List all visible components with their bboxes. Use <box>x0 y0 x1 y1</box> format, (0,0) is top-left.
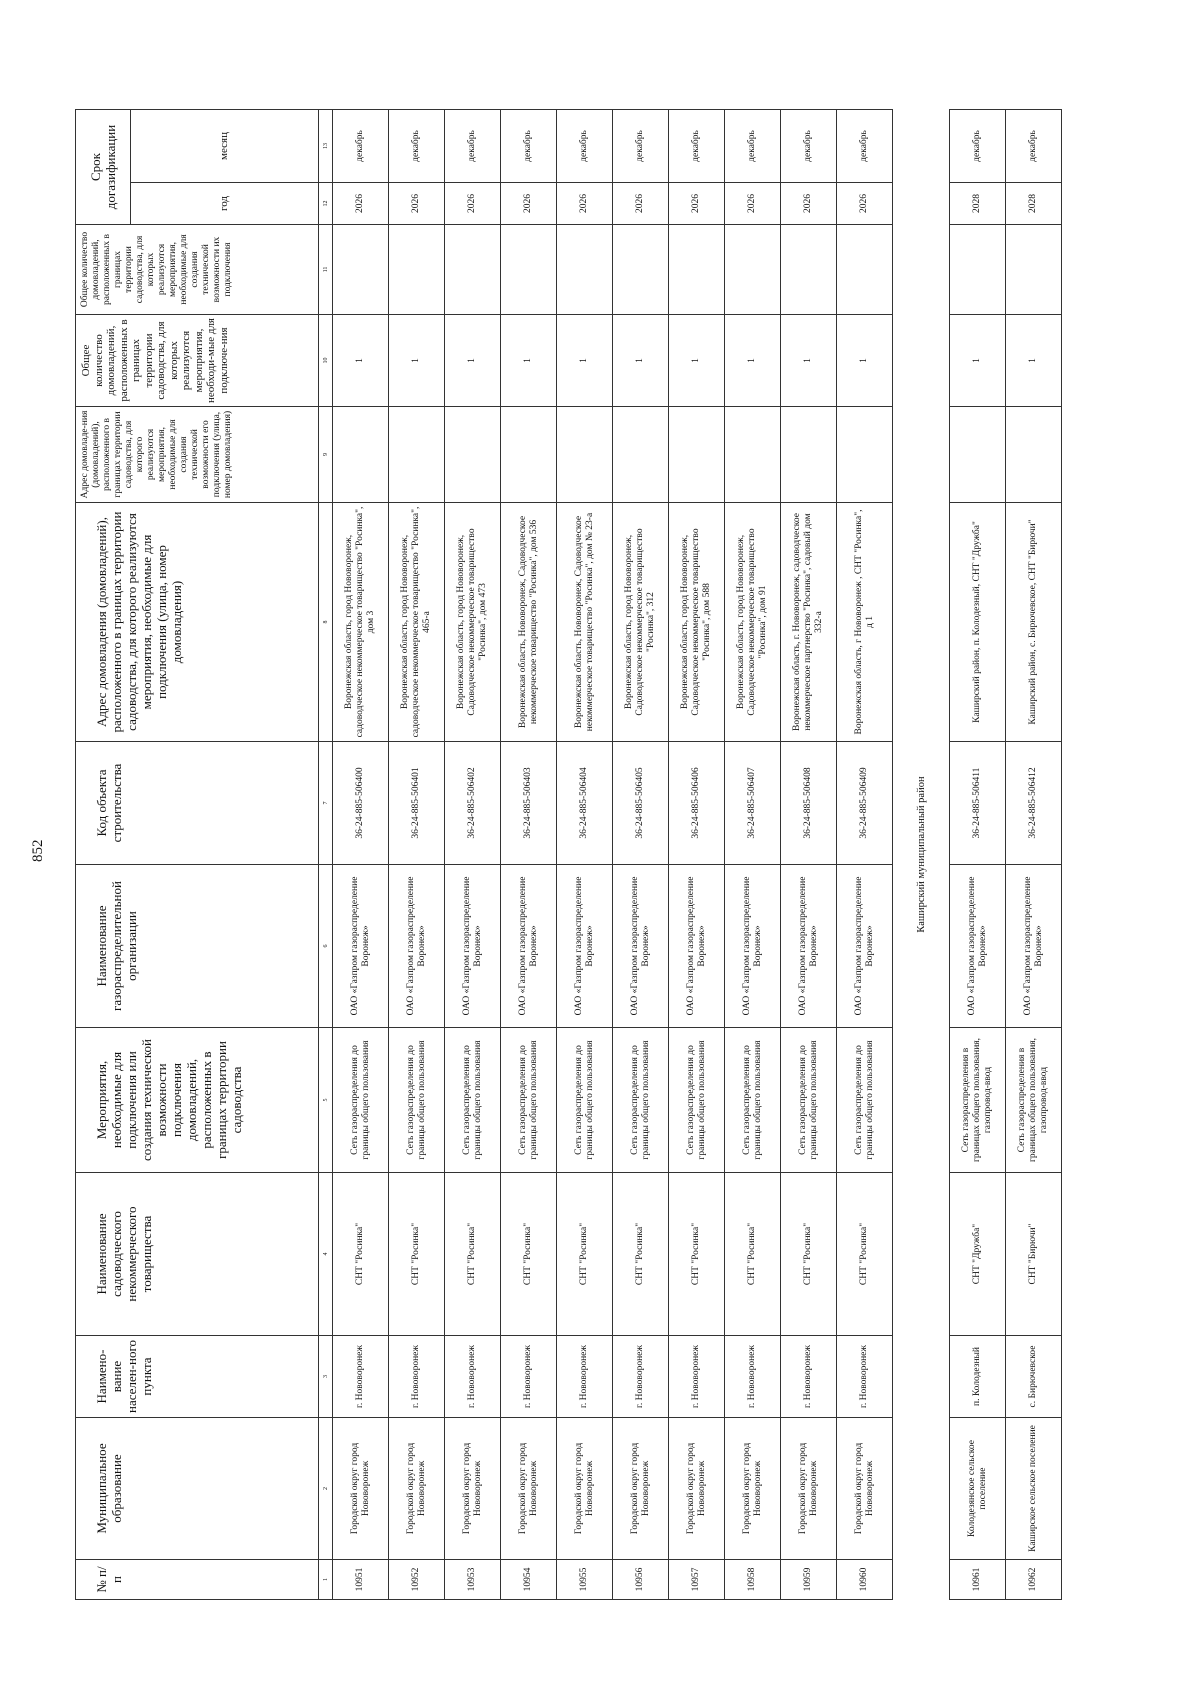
count-capability-cell <box>837 225 893 315</box>
deadline-month-cell: декабрь <box>950 110 1006 183</box>
municipality-cell: Городской округ город Нововоронеж <box>837 1418 893 1560</box>
row-number-cell: 10960 <box>837 1560 893 1600</box>
measures-cell: Сеть газораспределения до границы общего пользования <box>445 1028 501 1173</box>
row-number-cell: 10958 <box>725 1560 781 1600</box>
municipality-cell: Городской округ город Нововоронеж <box>333 1418 389 1560</box>
column-number: 12 <box>319 183 333 225</box>
snt-name-cell: СНТ "Росинка" <box>837 1173 893 1336</box>
deadline-month-cell: декабрь <box>389 110 445 183</box>
column-number: 7 <box>319 742 333 865</box>
address-connection-cell: Воронежская область, город Нововоронеж, Садоводческое некоммерческое товарищество "Росинка", дом 588 <box>669 503 725 742</box>
measures-cell: Сеть газораспределения до границы общего пользования <box>557 1028 613 1173</box>
address-capability-cell <box>1006 407 1062 503</box>
column-number: 1 <box>319 1560 333 1600</box>
address-capability-cell <box>389 407 445 503</box>
table-row <box>389 110 445 1600</box>
count-capability-cell <box>950 225 1006 315</box>
header-deadline: Срок догазификации <box>76 110 131 225</box>
table-row <box>557 110 613 1600</box>
count-capability-cell <box>445 225 501 315</box>
municipality-cell: Городской округ город Нововоронеж <box>669 1418 725 1560</box>
count-connection-cell: 1 <box>501 315 557 407</box>
snt-name-cell: СНТ "Росинка" <box>613 1173 669 1336</box>
count-capability-cell <box>501 225 557 315</box>
header-gas-org: Наименование газораспределительной организации <box>76 865 319 1028</box>
header-object-code: Код объекта строительства <box>76 742 319 865</box>
address-connection-cell: Воронежская область, город Нововоронеж, Садоводческое некоммерческое товарищество "Росинка", дом 473 <box>445 503 501 742</box>
settlement-cell: г. Нововоронеж <box>389 1336 445 1418</box>
settlement-cell: г. Нововоронеж <box>501 1336 557 1418</box>
row-number-cell: 10955 <box>557 1560 613 1600</box>
count-connection-cell: 1 <box>725 315 781 407</box>
deadline-year-cell: 2026 <box>837 183 893 225</box>
object-code-cell: 36-24-885-506409 <box>837 742 893 865</box>
column-number: 2 <box>319 1418 333 1560</box>
column-number: 3 <box>319 1336 333 1418</box>
column-number: 6 <box>319 865 333 1028</box>
count-capability-cell <box>333 225 389 315</box>
count-capability-cell <box>557 225 613 315</box>
object-code-cell: 36-24-885-506402 <box>445 742 501 865</box>
settlement-cell: г. Нововоронеж <box>837 1336 893 1418</box>
count-capability-cell <box>1006 225 1062 315</box>
row-number-cell: 10951 <box>333 1560 389 1600</box>
address-connection-cell: Каширский район, с. Бирючевское, СНТ "Бирючи" <box>1006 503 1062 742</box>
gasification-table <box>75 109 1062 1600</box>
table-row <box>669 110 725 1600</box>
count-capability-cell <box>669 225 725 315</box>
deadline-month-cell: декабрь <box>781 110 837 183</box>
deadline-year-cell: 2026 <box>725 183 781 225</box>
count-connection-cell: 1 <box>950 315 1006 407</box>
snt-name-cell: СНТ "Бирючи" <box>1006 1173 1062 1336</box>
column-number: 9 <box>319 407 333 503</box>
column-number-row <box>319 110 333 1600</box>
municipality-cell: Колодезянское сельское поселение <box>950 1418 1006 1560</box>
object-code-cell: 36-24-885-506411 <box>950 742 1006 865</box>
header-year: год <box>131 183 319 225</box>
deadline-year-cell: 2026 <box>333 183 389 225</box>
address-capability-cell <box>333 407 389 503</box>
snt-name-cell: СНТ "Росинка" <box>333 1173 389 1336</box>
row-number-cell: 10959 <box>781 1560 837 1600</box>
municipality-cell: Городской округ город Нововоронеж <box>557 1418 613 1560</box>
deadline-month-cell: декабрь <box>557 110 613 183</box>
section-title: Каширский муниципальный район <box>893 110 950 1600</box>
measures-cell: Сеть газораспределения в границах общего пользования, газопровод-ввод <box>1006 1028 1062 1173</box>
row-number-cell: 10961 <box>950 1560 1006 1600</box>
address-connection-cell: Воронежская область, Нововоронеж, Садоводческое некоммерческое товарищество "Росинка", дом № 23-а <box>557 503 613 742</box>
gas-org-cell: ОАО «Газпром газораспределение Воронеж» <box>613 865 669 1028</box>
address-connection-cell: Воронежская область, город Нововоронеж, садоводческое некоммерческое товарищество "Росинка", 465-а <box>389 503 445 742</box>
gas-org-cell: ОАО «Газпром газораспределение Воронеж» <box>1006 865 1062 1028</box>
snt-name-cell: СНТ "Росинка" <box>389 1173 445 1336</box>
settlement-cell: г. Нововоронеж <box>725 1336 781 1418</box>
object-code-cell: 36-24-885-506400 <box>333 742 389 865</box>
measures-cell: Сеть газораспределения до границы общего пользования <box>781 1028 837 1173</box>
row-number-cell: 10954 <box>501 1560 557 1600</box>
section-row <box>893 110 950 1600</box>
table-row <box>781 110 837 1600</box>
header-municipality: Муниципальное образование <box>76 1418 319 1560</box>
deadline-year-cell: 2026 <box>669 183 725 225</box>
measures-cell: Сеть газораспределения до границы общего пользования <box>613 1028 669 1173</box>
column-number: 4 <box>319 1173 333 1336</box>
header-month: месяц <box>131 110 319 183</box>
address-connection-cell: Воронежская область, город Нововоронеж, садоводческое некоммерческое товарищество "Росинка", дом 3 <box>333 503 389 742</box>
settlement-cell: п. Колодезный <box>950 1336 1006 1418</box>
table-row <box>333 110 389 1600</box>
gas-org-cell: ОАО «Газпром газораспределение Воронеж» <box>781 865 837 1028</box>
header-address-connection: Адрес домовладения (домовладений), расположенного в границах территории садоводства, для которого реализуются мероприятия, необходимые для подключения (улица, номер домовладения) <box>76 503 319 742</box>
deadline-year-cell: 2026 <box>613 183 669 225</box>
table-row <box>725 110 781 1600</box>
row-number-cell: 10953 <box>445 1560 501 1600</box>
count-connection-cell: 1 <box>1006 315 1062 407</box>
snt-name-cell: СНТ "Росинка" <box>781 1173 837 1336</box>
object-code-cell: 36-24-885-506404 <box>557 742 613 865</box>
address-capability-cell <box>950 407 1006 503</box>
snt-name-cell: СНТ "Росинка" <box>501 1173 557 1336</box>
header-count-connection: Общее количество домовладений, расположенных в границах территории садоводства, для которых реализуются мероприятия, необходи-мые для подключе-ния <box>76 315 319 407</box>
measures-cell: Сеть газораспределения до границы общего пользования <box>837 1028 893 1173</box>
count-capability-cell <box>781 225 837 315</box>
municipality-cell: Городской округ город Нововоронеж <box>501 1418 557 1560</box>
object-code-cell: 36-24-885-506408 <box>781 742 837 865</box>
gasification-table-sheet <box>75 110 1070 1600</box>
header-count-capability: Общее количество домовладений, расположенных в границах территории садоводства, для которых реализуются мероприятия, необходимые для создания технической возможности их подключения <box>76 225 319 315</box>
gas-org-cell: ОАО «Газпром газораспределение Воронеж» <box>557 865 613 1028</box>
count-connection-cell: 1 <box>837 315 893 407</box>
measures-cell: Сеть газораспределения в границах общего пользования, газопровод-ввод <box>950 1028 1006 1173</box>
column-number: 5 <box>319 1028 333 1173</box>
deadline-month-cell: декабрь <box>1006 110 1062 183</box>
gas-org-cell: ОАО «Газпром газораспределение Воронеж» <box>389 865 445 1028</box>
column-number: 10 <box>319 315 333 407</box>
gas-org-cell: ОАО «Газпром газораспределение Воронеж» <box>950 865 1006 1028</box>
count-connection-cell: 1 <box>557 315 613 407</box>
count-connection-cell: 1 <box>669 315 725 407</box>
address-capability-cell <box>557 407 613 503</box>
deadline-year-cell: 2028 <box>1006 183 1062 225</box>
header-measures: Мероприятия, необходимые для подключения или создания технической возможности подключения домовладений, расположенных в границах территории садоводства <box>76 1028 319 1173</box>
deadline-month-cell: декабрь <box>333 110 389 183</box>
gas-org-cell: ОАО «Газпром газораспределение Воронеж» <box>669 865 725 1028</box>
settlement-cell: г. Нововоронеж <box>669 1336 725 1418</box>
page-number: 852 <box>30 839 46 862</box>
municipality-cell: Городской округ город Нововоронеж <box>725 1418 781 1560</box>
object-code-cell: 36-24-885-506407 <box>725 742 781 865</box>
column-number: 11 <box>319 225 333 315</box>
table-row <box>1006 110 1062 1600</box>
measures-cell: Сеть газораспределения до границы общего пользования <box>333 1028 389 1173</box>
row-number-cell: 10957 <box>669 1560 725 1600</box>
address-capability-cell <box>781 407 837 503</box>
settlement-cell: г. Нововоронеж <box>557 1336 613 1418</box>
deadline-year-cell: 2028 <box>950 183 1006 225</box>
measures-cell: Сеть газораспределения до границы общего пользования <box>389 1028 445 1173</box>
address-connection-cell: Воронежская область, Нововоронеж, Садоводческое некоммерческое товарищество "Росинка", дом 536 <box>501 503 557 742</box>
count-capability-cell <box>725 225 781 315</box>
table-row <box>501 110 557 1600</box>
address-connection-cell: Каширский район, п. Колодезный, СНТ "Дружба" <box>950 503 1006 742</box>
settlement-cell: с. Бирючевское <box>1006 1336 1062 1418</box>
column-number: 8 <box>319 503 333 742</box>
address-capability-cell <box>613 407 669 503</box>
deadline-year-cell: 2026 <box>557 183 613 225</box>
settlement-cell: г. Нововоронеж <box>333 1336 389 1418</box>
deadline-year-cell: 2026 <box>501 183 557 225</box>
snt-name-cell: СНТ "Росинка" <box>557 1173 613 1336</box>
object-code-cell: 36-24-885-506412 <box>1006 742 1062 865</box>
municipality-cell: Городской округ город Нововоронеж <box>613 1418 669 1560</box>
count-connection-cell: 1 <box>333 315 389 407</box>
municipality-cell: Каширское сельское поселение <box>1006 1418 1062 1560</box>
count-capability-cell <box>389 225 445 315</box>
column-number: 13 <box>319 110 333 183</box>
deadline-year-cell: 2026 <box>445 183 501 225</box>
object-code-cell: 36-24-885-506405 <box>613 742 669 865</box>
table-row <box>837 110 893 1600</box>
deadline-month-cell: декабрь <box>725 110 781 183</box>
settlement-cell: г. Нововоронеж <box>445 1336 501 1418</box>
header-settlement: Наимено-вание населен-ного пункта <box>76 1336 319 1418</box>
header-snt-name: Наименование садоводческого некоммерческого товарищества <box>76 1173 319 1336</box>
row-number-cell: 10962 <box>1006 1560 1062 1600</box>
header-number: № п/п <box>76 1560 319 1600</box>
count-connection-cell: 1 <box>445 315 501 407</box>
row-number-cell: 10952 <box>389 1560 445 1600</box>
gas-org-cell: ОАО «Газпром газораспределение Воронеж» <box>445 865 501 1028</box>
gas-org-cell: ОАО «Газпром газораспределение Воронеж» <box>725 865 781 1028</box>
gas-org-cell: ОАО «Газпром газораспределение Воронеж» <box>333 865 389 1028</box>
address-capability-cell <box>725 407 781 503</box>
address-capability-cell <box>445 407 501 503</box>
municipality-cell: Городской округ город Нововоронеж <box>389 1418 445 1560</box>
count-connection-cell: 1 <box>389 315 445 407</box>
snt-name-cell: СНТ "Росинка" <box>725 1173 781 1336</box>
deadline-month-cell: декабрь <box>501 110 557 183</box>
deadline-year-cell: 2026 <box>389 183 445 225</box>
municipality-cell: Городской округ город Нововоронеж <box>445 1418 501 1560</box>
row-number-cell: 10956 <box>613 1560 669 1600</box>
snt-name-cell: СНТ "Дружба" <box>950 1173 1006 1336</box>
table-row <box>613 110 669 1600</box>
header-address-capability: Адрес домовладе-ния (домовладений), расположенного в границах территории садоводства, для которого реализуются мероприятия, необходимые для создания технической возможности его подключения (улица, номер домовладения) <box>76 407 319 503</box>
measures-cell: Сеть газораспределения до границы общего пользования <box>725 1028 781 1173</box>
settlement-cell: г. Нововоронеж <box>613 1336 669 1418</box>
municipality-cell: Городской округ город Нововоронеж <box>781 1418 837 1560</box>
measures-cell: Сеть газораспределения до границы общего пользования <box>501 1028 557 1173</box>
deadline-month-cell: декабрь <box>669 110 725 183</box>
address-connection-cell: Воронежская область, г. Нововоронеж, садоводческое некоммерческое партнерство "Росинка", садовый дом 332-а <box>781 503 837 742</box>
gas-org-cell: ОАО «Газпром газораспределение Воронеж» <box>837 865 893 1028</box>
object-code-cell: 36-24-885-506406 <box>669 742 725 865</box>
object-code-cell: 36-24-885-506403 <box>501 742 557 865</box>
table-body <box>319 110 1062 1600</box>
address-capability-cell <box>837 407 893 503</box>
address-connection-cell: Воронежская область, город Нововоронеж, Садоводческое некоммерческое товарищество "Росинка", дом 91 <box>725 503 781 742</box>
snt-name-cell: СНТ "Росинка" <box>669 1173 725 1336</box>
object-code-cell: 36-24-885-506401 <box>389 742 445 865</box>
deadline-month-cell: декабрь <box>445 110 501 183</box>
gas-org-cell: ОАО «Газпром газораспределение Воронеж» <box>501 865 557 1028</box>
count-capability-cell <box>613 225 669 315</box>
address-capability-cell <box>501 407 557 503</box>
address-connection-cell: Воронежская область, г Нововоронеж , СНТ "Росинка", д 1 <box>837 503 893 742</box>
address-capability-cell <box>669 407 725 503</box>
count-connection-cell: 1 <box>781 315 837 407</box>
table-row <box>950 110 1006 1600</box>
deadline-month-cell: декабрь <box>837 110 893 183</box>
settlement-cell: г. Нововоронеж <box>781 1336 837 1418</box>
deadline-month-cell: декабрь <box>613 110 669 183</box>
snt-name-cell: СНТ "Росинка" <box>445 1173 501 1336</box>
measures-cell: Сеть газораспределения до границы общего пользования <box>669 1028 725 1173</box>
address-connection-cell: Воронежская область, город Нововоронеж, Садоводческое некоммерческое товарищество "Росинка", 312 <box>613 503 669 742</box>
deadline-year-cell: 2026 <box>781 183 837 225</box>
count-connection-cell: 1 <box>613 315 669 407</box>
table-row <box>445 110 501 1600</box>
